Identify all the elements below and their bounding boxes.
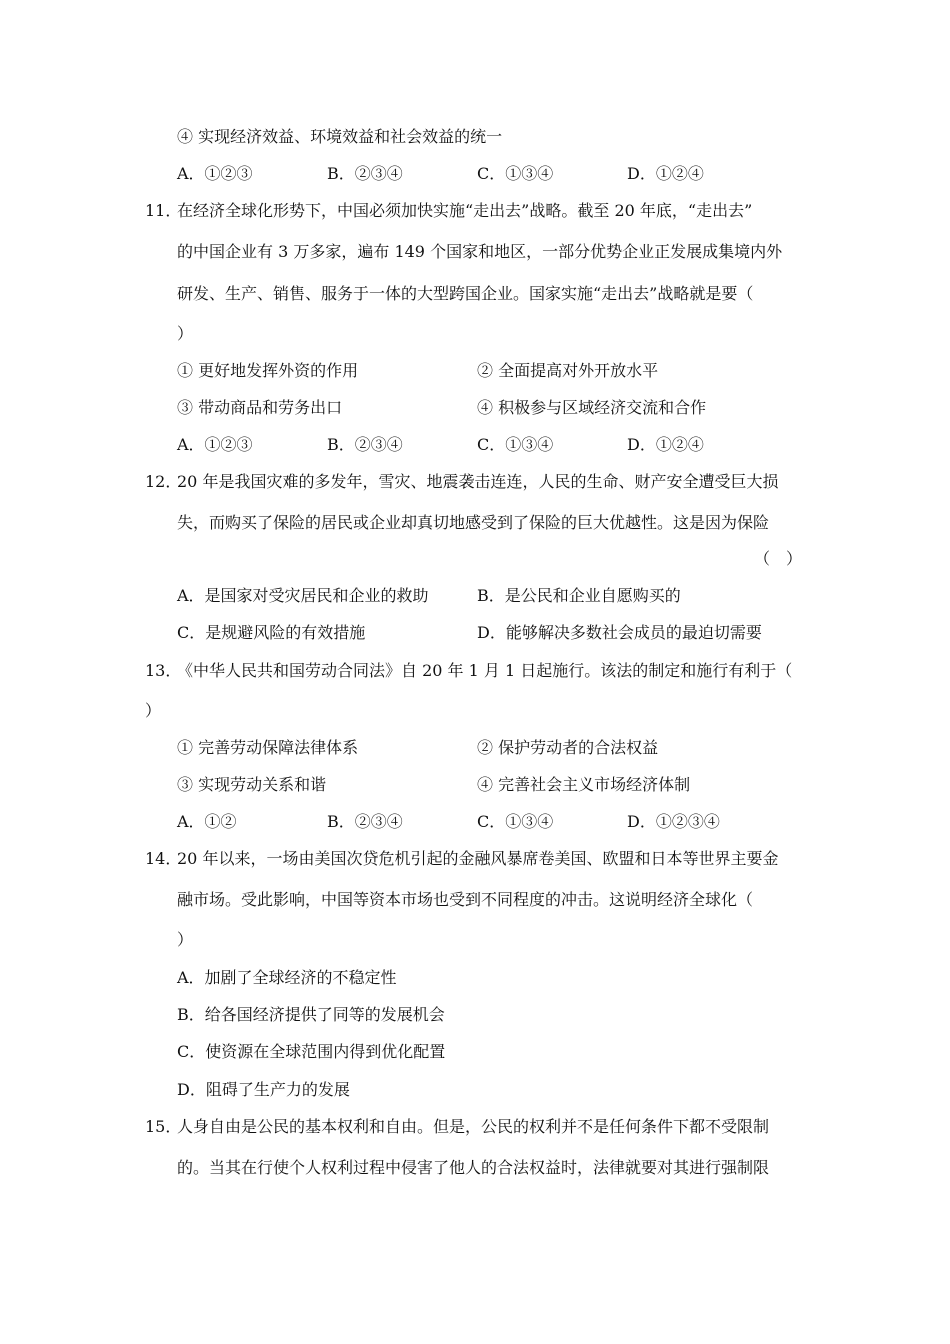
q12-answer-paren: （ ） bbox=[754, 549, 803, 568]
q12-option-d: D．能够解决多数社会成员的最迫切需要 bbox=[477, 623, 762, 642]
q13-item-1: ① 完善劳动保障法律体系 bbox=[177, 738, 359, 757]
q13-item-2: ② 保护劳动者的合法权益 bbox=[477, 738, 659, 757]
q14-option-d: D．阻碍了生产力的发展 bbox=[177, 1080, 350, 1099]
q12-option-c: C．是规避风险的有效措施 bbox=[177, 623, 366, 642]
q11-stem-line: ） bbox=[177, 324, 194, 343]
q15-stem-line: 人身自由是公民的基本权利和自由。但是，公民的权利并不是任何条件下都不受限制 bbox=[177, 1117, 770, 1136]
q13-number: 13． bbox=[145, 661, 182, 680]
q13-stem-line: ） bbox=[145, 701, 162, 720]
q11-option-c: C．①③④ bbox=[477, 435, 554, 454]
q15-number: 15． bbox=[145, 1117, 182, 1136]
q11-stem-line: 的中国企业有 3 万多家，遍布 149 个国家和地区，一部分优势企业正发展成集境内外 bbox=[177, 242, 783, 261]
q11-stem-line: 研发、生产、销售、服务于一体的大型跨国企业。国家实施“走出去”战略就是要（ bbox=[177, 284, 754, 303]
q10-option-c: C．①③④ bbox=[477, 164, 554, 183]
q11-item-2: ② 全面提高对外开放水平 bbox=[477, 361, 659, 380]
q12-option-b: B．是公民和企业自愿购买的 bbox=[477, 586, 681, 605]
q11-option-a: A．①②③ bbox=[177, 435, 253, 454]
q13-item-3: ③ 实现劳动关系和谐 bbox=[177, 775, 327, 794]
q11-item-3: ③ 带动商品和劳务出口 bbox=[177, 398, 343, 417]
q14-option-b: B．给各国经济提供了同等的发展机会 bbox=[177, 1005, 445, 1024]
q13-option-c: C．①③④ bbox=[477, 812, 554, 831]
q11-stem-line: 在经济全球化形势下，中国必须加快实施“走出去”战略。截至 20 年底，“走出去” bbox=[177, 201, 753, 220]
q13-option-b: B．②③④ bbox=[327, 812, 403, 831]
q13-item-4: ④ 完善社会主义市场经济体制 bbox=[477, 775, 691, 794]
q11-number: 11． bbox=[145, 201, 182, 220]
q14-number: 14． bbox=[145, 849, 182, 868]
q12-stem-line: 失，而购买了保险的居民或企业却真切地感受到了保险的巨大优越性。这是因为保险 bbox=[177, 513, 770, 532]
q11-option-b: B．②③④ bbox=[327, 435, 403, 454]
q14-option-c: C．使资源在全球范围内得到优化配置 bbox=[177, 1042, 446, 1061]
q12-number: 12． bbox=[145, 472, 182, 491]
q15-stem-line: 的。当其在行使个人权利过程中侵害了他人的合法权益时，法律就要对其进行强制限 bbox=[177, 1158, 770, 1177]
q13-option-a: A．①② bbox=[177, 812, 237, 831]
q11-item-1: ① 更好地发挥外资的作用 bbox=[177, 361, 359, 380]
q12-option-a: A．是国家对受灾居民和企业的救助 bbox=[177, 586, 429, 605]
q14-option-a: A．加剧了全球经济的不稳定性 bbox=[177, 968, 397, 987]
q14-stem-line: ） bbox=[177, 930, 194, 949]
q14-stem-line: 融市场。受此影响，中国等资本市场也受到不同程度的冲击。这说明经济全球化（ bbox=[177, 890, 754, 909]
q10-option-a: A．①②③ bbox=[177, 164, 253, 183]
q14-stem-line: 20 年以来，一场由美国次贷危机引起的金融风暴席卷美国、欧盟和日本等世界主要金 bbox=[177, 849, 779, 868]
q11-option-d: D．①②④ bbox=[627, 435, 704, 454]
q11-item-4: ④ 积极参与区域经济交流和合作 bbox=[477, 398, 707, 417]
q10-option-d: D．①②④ bbox=[627, 164, 704, 183]
q13-stem-line: 《中华人民共和国劳动合同法》自 20 年 1 月 1 日起施行。该法的制定和施行有利于（ bbox=[177, 661, 793, 680]
q12-stem-line: 20 年是我国灾难的多发年，雪灾、地震袭击连连，人民的生命、财产安全遭受巨大损 bbox=[177, 472, 779, 491]
q10-item-4: ④ 实现经济效益、环境效益和社会效益的统一 bbox=[177, 127, 503, 146]
q13-option-d: D．①②③④ bbox=[627, 812, 720, 831]
q10-option-b: B．②③④ bbox=[327, 164, 403, 183]
